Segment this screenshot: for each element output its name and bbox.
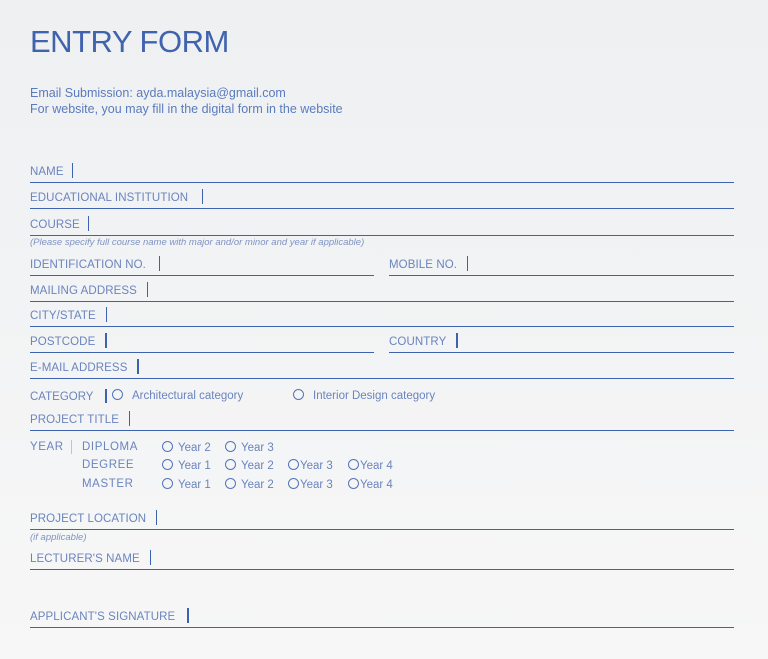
option-label: Year 4	[360, 460, 393, 472]
degree-label: DEGREE	[82, 459, 135, 471]
category-label: CATEGORY	[30, 391, 94, 403]
name-label: NAME	[30, 166, 64, 178]
option-label: Year 1	[178, 460, 211, 472]
mobile-input-caret	[467, 256, 468, 271]
option-label: Year 3	[300, 479, 333, 491]
radio-icon[interactable]	[162, 459, 173, 470]
radio-icon[interactable]	[288, 478, 299, 489]
diploma-label: DIPLOMA	[82, 441, 138, 453]
lecturer-name-label: LECTURER'S NAME	[30, 553, 140, 565]
option-label: Year 4	[360, 479, 393, 491]
master-year-3-option[interactable]	[288, 478, 333, 491]
lecturer-name-field[interactable]	[30, 551, 734, 570]
degree-year-3-option[interactable]	[288, 459, 333, 472]
page-title: ENTRY FORM	[30, 24, 229, 59]
diploma-year-2-option[interactable]	[162, 441, 211, 454]
degree-year-2-option[interactable]	[225, 459, 274, 472]
signature-field[interactable]	[30, 609, 734, 628]
postcode-input-caret	[105, 333, 106, 348]
project-location-label: PROJECT LOCATION	[30, 513, 147, 525]
degree-year-1-option[interactable]	[162, 459, 211, 472]
email-label: E-MAIL ADDRESS	[30, 362, 128, 374]
location-note: (if applicable)	[30, 532, 87, 543]
master-year-1-option[interactable]	[162, 478, 211, 491]
architectural-option-label: Architectural category	[132, 390, 244, 402]
master-label: MASTER	[82, 478, 134, 490]
identification-label: IDENTIFICATION NO.	[30, 259, 146, 271]
project-title-field[interactable]	[30, 412, 734, 431]
year-label: YEAR	[30, 441, 64, 453]
category-option-architectural[interactable]	[112, 389, 243, 402]
option-label: Year 3	[300, 460, 333, 472]
interior-radio-icon[interactable]	[293, 389, 304, 400]
project-location-input-caret	[156, 510, 157, 525]
course-field[interactable]	[30, 217, 734, 236]
postcode-label: POSTCODE	[30, 336, 96, 348]
radio-icon[interactable]	[162, 478, 173, 489]
project-title-label: PROJECT TITLE	[30, 414, 120, 426]
identification-input-caret	[159, 256, 160, 271]
name-field[interactable]	[30, 164, 734, 183]
country-field[interactable]	[389, 334, 734, 353]
institution-field[interactable]	[30, 190, 734, 209]
city-state-field[interactable]	[30, 308, 734, 327]
mailing-address-input-caret	[147, 282, 148, 297]
radio-icon[interactable]	[225, 478, 236, 489]
master-year-2-option[interactable]	[225, 478, 274, 491]
country-label: COUNTRY	[389, 336, 447, 348]
option-label: Year 3	[241, 442, 274, 454]
country-input-caret	[456, 333, 457, 348]
category-divider	[105, 389, 106, 403]
interior-option-label: Interior Design category	[313, 390, 436, 402]
option-label: Year 1	[178, 479, 211, 491]
master-year-4-option[interactable]	[348, 478, 393, 491]
signature-input-caret	[187, 608, 188, 623]
course-label: COURSE	[30, 219, 80, 231]
institution-label: EDUCATIONAL INSTITUTION	[30, 192, 189, 204]
project-location-field[interactable]	[30, 511, 734, 530]
radio-icon[interactable]	[288, 459, 299, 470]
website-note-text: For website, you may fill in the digital form in the website	[30, 102, 343, 116]
architectural-radio-icon[interactable]	[112, 389, 123, 400]
project-title-input-caret	[129, 411, 130, 426]
degree-year-4-option[interactable]	[348, 459, 393, 472]
diploma-year-3-option[interactable]	[225, 441, 274, 454]
course-note: (Please specify full course name with major and/or minor and year if applicable)	[30, 237, 365, 248]
email-submission-text: Email Submission: ayda.malaysia@gmail.com	[30, 86, 286, 100]
email-input-caret	[137, 359, 138, 374]
lecturer-name-input-caret	[150, 550, 151, 565]
radio-icon[interactable]	[225, 441, 236, 452]
mailing-address-label: MAILING ADDRESS	[30, 285, 137, 297]
radio-icon[interactable]	[162, 441, 173, 452]
radio-icon[interactable]	[348, 478, 359, 489]
signature-label: APPLICANT'S SIGNATURE	[30, 611, 176, 623]
postcode-field[interactable]	[30, 334, 374, 353]
category-option-interior[interactable]	[293, 389, 435, 402]
institution-input-caret	[202, 189, 203, 204]
year-divider	[71, 440, 72, 454]
name-input-caret	[72, 163, 73, 178]
option-label: Year 2	[241, 479, 274, 491]
option-label: Year 2	[241, 460, 274, 472]
course-input-caret	[88, 216, 89, 231]
option-label: Year 2	[178, 442, 211, 454]
city-state-input-caret	[106, 307, 107, 322]
city-state-label: CITY/STATE	[30, 310, 96, 322]
mobile-label: MOBILE NO.	[389, 259, 458, 271]
identification-field[interactable]	[30, 257, 374, 276]
radio-icon[interactable]	[225, 459, 236, 470]
email-field[interactable]	[30, 360, 734, 379]
radio-icon[interactable]	[348, 459, 359, 470]
category-row	[30, 389, 107, 403]
mobile-field[interactable]	[389, 257, 734, 276]
mailing-address-field[interactable]	[30, 283, 734, 302]
